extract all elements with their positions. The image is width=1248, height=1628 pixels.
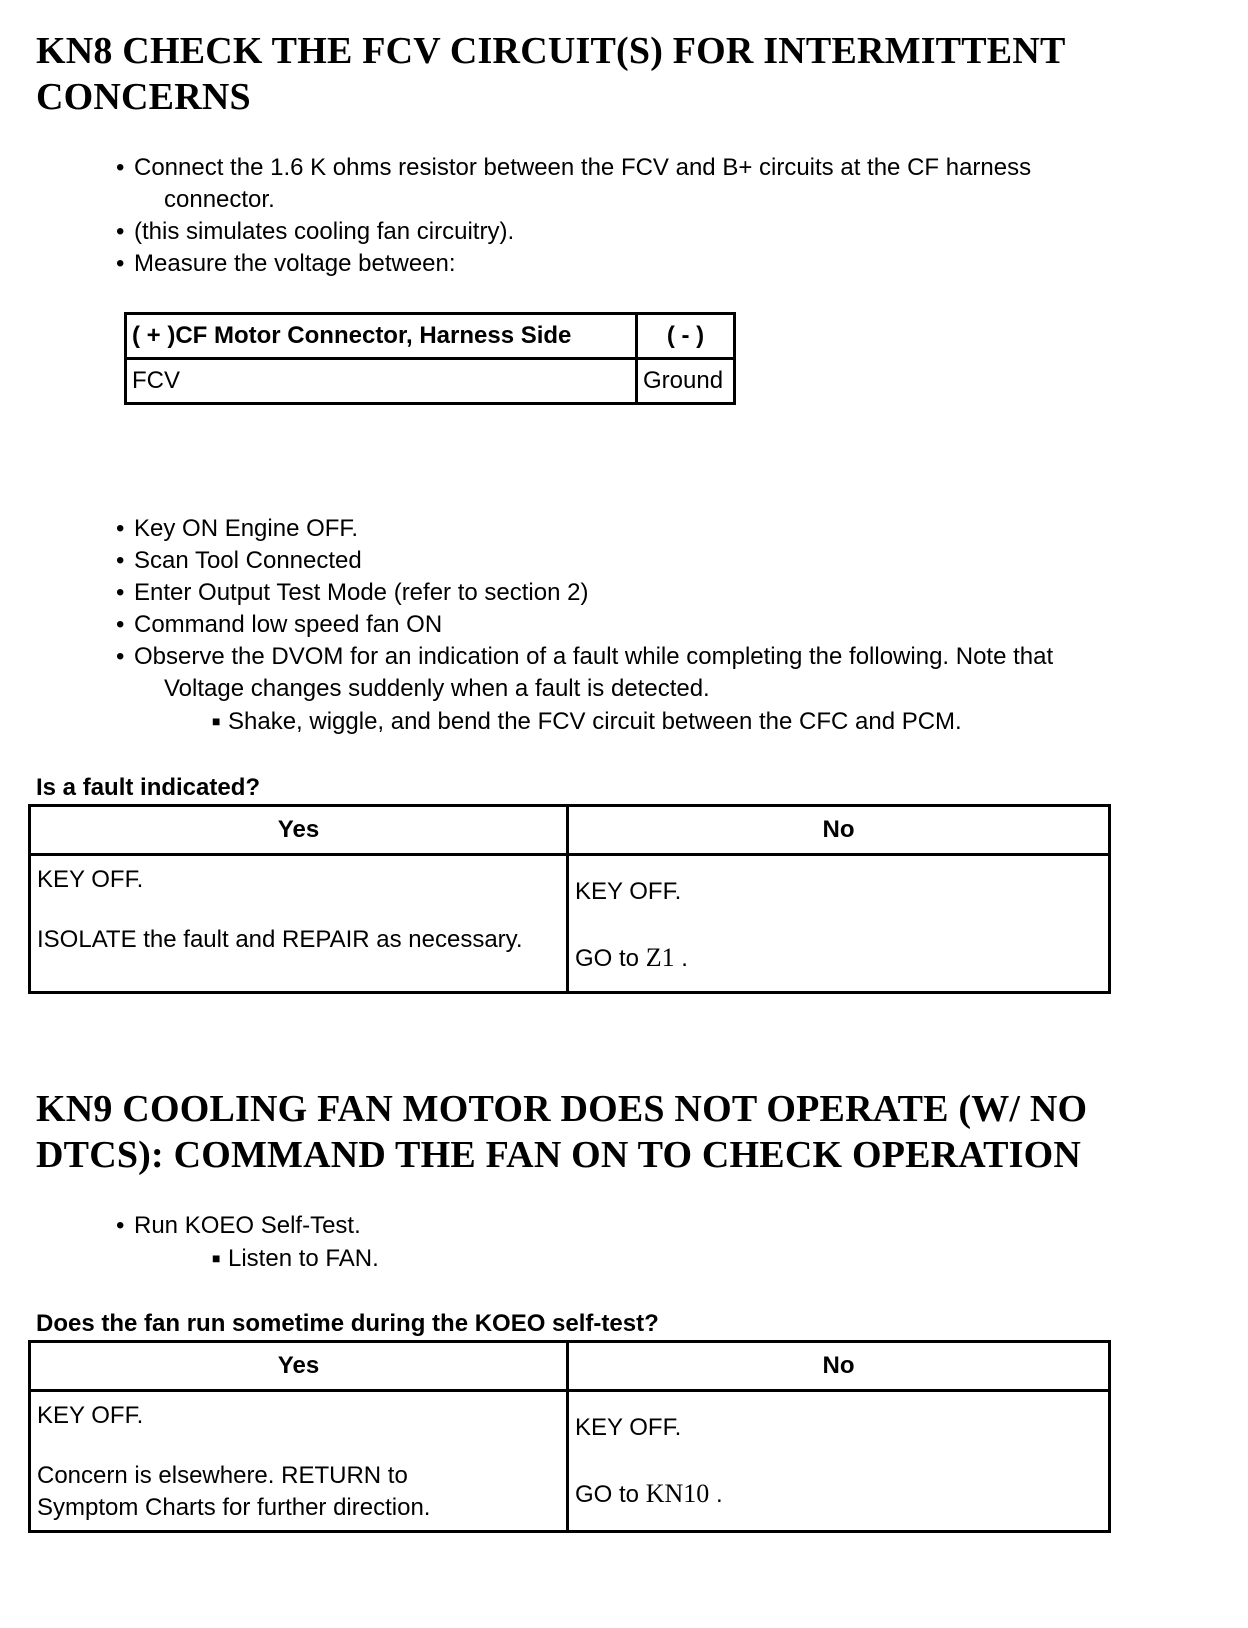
yes-header: Yes <box>30 806 568 855</box>
list-item: • Measure the voltage between: <box>116 248 1031 280</box>
no-step-2: GO to Z1 . <box>575 943 688 972</box>
table-header-row <box>30 1342 1110 1391</box>
table-header-row <box>30 806 1110 855</box>
kn8-heading-line2: CONCERNS <box>36 76 251 118</box>
table-cell: FCV <box>126 359 637 404</box>
list-item: • Command low speed fan ON <box>116 609 1053 641</box>
no-header: No <box>568 806 1110 855</box>
measurement-table <box>124 312 736 405</box>
kn9-bullet-list <box>116 1210 379 1275</box>
no-cell <box>568 1391 1110 1532</box>
yes-step-1: KEY OFF. <box>37 866 144 893</box>
table-row <box>30 855 1110 993</box>
list-item: • Run KOEO Self-Test. <box>116 1210 379 1242</box>
no-step-1: KEY OFF. <box>575 1414 682 1441</box>
yes-cell <box>30 1391 568 1532</box>
kn9-heading-line1: KN9 COOLING FAN MOTOR DOES NOT OPERATE (W/ NO <box>36 1088 1088 1130</box>
column-header-positive: ( + )CF Motor Connector, Harness Side <box>126 314 637 359</box>
yes-header: Yes <box>30 1342 568 1391</box>
list-item: • Connect the 1.6 K ohms resistor between the FCV and B+ circuits at the CF harness <box>116 152 1031 184</box>
list-item: • Observe the DVOM for an indication of a fault while completing the following. Note that <box>116 641 1053 673</box>
yes-cell <box>30 855 568 993</box>
square-bullet-icon: ■ <box>212 713 221 729</box>
bullet-icon: • <box>116 643 125 670</box>
list-item-continuation: Voltage changes suddenly when a fault is detected. <box>164 675 710 702</box>
kn8-bullet-list-a <box>116 152 1031 280</box>
sub-list-item: ■ Shake, wiggle, and bend the FCV circuit between the CFC and PCM. <box>116 705 1053 738</box>
no-step-2: GO to KN10 . <box>575 1479 723 1508</box>
yes-step-2: ISOLATE the fault and REPAIR as necessary. <box>37 926 523 953</box>
list-item: • Key ON Engine OFF. <box>116 513 1053 545</box>
square-bullet-icon: ■ <box>212 1250 221 1266</box>
table-cell: Ground <box>637 359 735 404</box>
no-header: No <box>568 1342 1110 1391</box>
yes-step-2: Concern is elsewhere. RETURN to Symptom Charts for further direction. <box>37 1462 431 1521</box>
list-item: • Enter Output Test Mode (refer to section 2) <box>116 577 1053 609</box>
list-item: • Scan Tool Connected <box>116 545 1053 577</box>
bullet-icon: • <box>116 611 125 638</box>
kn8-bullet-list-b <box>116 513 1053 738</box>
table-row <box>30 1391 1110 1532</box>
kn10-link[interactable]: KN10 <box>645 1479 710 1508</box>
list-item: • (this simulates cooling fan circuitry). <box>116 216 1031 248</box>
z1-link[interactable]: Z1 <box>645 943 675 972</box>
table-row <box>126 359 735 404</box>
kn9-question: Does the fan run sometime during the KOEO self-test? <box>36 1310 659 1337</box>
column-header-negative: ( - ) <box>637 314 735 359</box>
bullet-icon: • <box>116 579 125 606</box>
bullet-icon: • <box>116 515 125 542</box>
bullet-icon: • <box>116 1212 125 1239</box>
kn8-heading <box>36 28 1066 120</box>
no-cell <box>568 855 1110 993</box>
kn9-heading-line2: DTCS): COMMAND THE FAN ON TO CHECK OPERATION <box>36 1134 1082 1176</box>
list-item-continuation: connector. <box>164 186 275 213</box>
table-header-row <box>126 314 735 359</box>
bullet-icon: • <box>116 218 125 245</box>
kn9-yes-no-table <box>28 1340 1111 1533</box>
kn9-heading <box>36 1086 1087 1178</box>
bullet-icon: • <box>116 547 125 574</box>
sub-list-item: ■ Listen to FAN. <box>116 1242 379 1275</box>
kn8-heading-line1: KN8 CHECK THE FCV CIRCUIT(S) FOR INTERMITTENT <box>36 30 1066 72</box>
bullet-icon: • <box>116 250 125 277</box>
no-step-1: KEY OFF. <box>575 878 682 905</box>
kn8-question: Is a fault indicated? <box>36 774 261 801</box>
bullet-icon: • <box>116 154 125 181</box>
kn8-yes-no-table <box>28 804 1111 994</box>
yes-step-1: KEY OFF. <box>37 1402 144 1429</box>
